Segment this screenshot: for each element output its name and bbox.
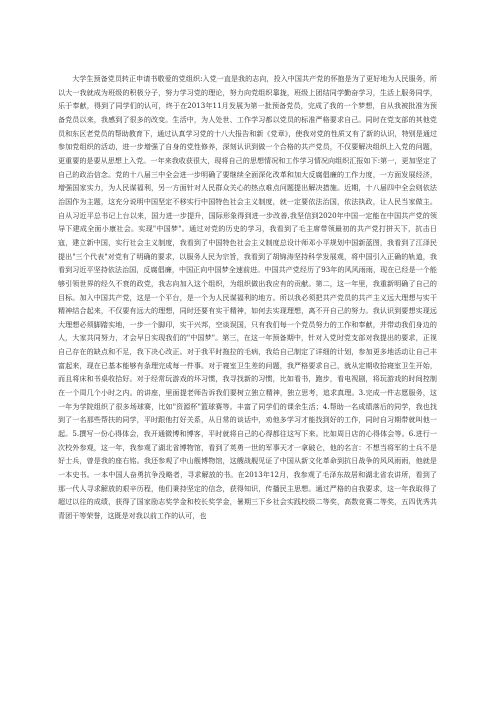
document-body-text: 大学生预备党员转正申请书敬爱的党组织:入党一直是我的志向，投入中国共产党的怀抱是为了更好地为人民服务，所以大一我就成为班级的积极分子，努力学习党的理论，努力向党组织靠拢，班级上团结同学勤奋学习，生活上服务同学，乐于奉献，得到了同学们的认可，终于在2013年11月发展为第一批预备党员，完成了我的一个梦想，自从我被批准为预备党员以来，我感到了很多的改变。生活中，为人处世、工作学习都以党员的标准严格要求自己。同时在党支部的其他党员和东区老党员的帮助教育下，通过认真学习党的十八大报告和新《党章》，使我对党的性质又有了新的认识，特别是通过参加党组织的活动，进一步增强了自身的党性修养，深刻认识到做一个合格的共产党员，不仅要解决组织上入党的问题，更重要的是要从思想上入党。一年来我收获很大，现将自己的思想情况和工作学习情况向组织汇报如下:第一，更加坚定了自己的政治信念。党的十八届三中全会进一步明确了要继续全面深化改革和加大反腐倡廉的工作力度，一方面发展经济，增强国家实力，为人民谋福利，另一方面针对人民群众关心的热点难点问题提出解决措施。近期，十八届四中全会则依法治国作为主题，这充分说明中国坚定不移实行中国特色社会主义制度，就一定要依法治国，依法执政，让人民当家做主。自从习近平总书记上台以来，国力进一步提升，国际形象得到进一步改善,我坚信到2020年中国一定能在中国共产党的领导下建成全面小康社会。实现"中国梦"。通过对党的历史的学习，我看到了毛主席带领最初的共产党打拼天下，抗击日寇，建立新中国，实行社会主义制度，我看到了中国特色社会主义制度总设计师邓小平规划中国新蓝图，我看到了江泽民提出"三个代表"对党有了明确的要求，以服务人民为宗旨，我看到了胡锦涛坚持科学发展观，将中国引入正确的轨道，我看到习近平坚持依法治国，反腐倡廉，中国正向中国梦全速前进。中国共产党经历了93年的风风雨雨，现在已经是一个能够引领世界的经久不衰的政党，我志向加入这个组织，为组织做出我应有的贡献。第二，这一年里，我重新明确了自己的目标。加入中国共产党，这是一个平台，是一个为人民谋福利的地方。所以我必须把共产党员的共产主义远大理想与实干精神结合起来，不仅要有远大的理想，同时还要有实干精神，如何去实现理想，离不开自己的努力。我认识到要想实现远大理想必须脚踏实地，一步一个脚印，实干兴邦，空谈误国，只有我们每一个党员努力的工作和奉献，并带动我们身边的人，大家共同努力，才会早日实现我们的"中国梦"。第三，在这一年预备期中，针对入党时党支部对我提出的要求，正视自己存在的缺点和不足，我下决心改正。对于我平时拖拉的毛病，我给自己制定了详细的计划，参加更多地活动让自己丰富起来，现在已基本能够有条理完成每一件事。对于寝室卫生差的问题，我严格要求自己，就从定期收拾寝室卫生开始，而且将床和书桌收拾好。对于经常玩游戏的坏习惯，我寻找新的习惯，比如看书，跑步，看电视剧，将玩游戏的时间控制在一个周几个小时之内。的讲座，里面提老师告诉我们要树立独立精神，独立思考，追求真理。3.完成一件志愿服务，这一年为学院组织了很多场球赛，比如"资源杯"篮球赛等。丰富了同学们的课余生活；4.帮助一名成绩落后的同学，我也找到了一名那些帮扶的同学，平时跟他打好关系，从日常的谈话中，劝他多学习才能找到好的工作，同时自习期带就叫他一起。5.撰写一份心得体会，我开通微博和博客，平时就将自己的心得都往这写下来。比如周日店的心得体会等。6.进行一次校外参观，这一年，我参观了湖北省博物馆，看到了英勇一世的军事天才一拿破仑，他的名言：不想当将军的士兵不是好士兵，曾是我的座右铭。我还参观了中山舰博物馆，这艘战舰见证了中国从新文化革命到抗日战争的风风雨雨，他就是一本史书。一本中国人奋勇抗争没略者，寻求解放的书。在2013年12月，我参观了毛泽东故居和湖北省农讲所，看到了那一代人寻求解放的艰辛历程，他们秉持坚定的信念，获得知识，传播民主思想。通过严格的自我要求，这一年我取得了超过以往的成绩，获得了国家励志奖学金和校长奖学金，暑期三下乡社会实践校级二等奖，高数竞赛二等奖，五四优秀共青团干等荣誉，这既是对我以前工作的认可，也 <box>58 74 437 520</box>
